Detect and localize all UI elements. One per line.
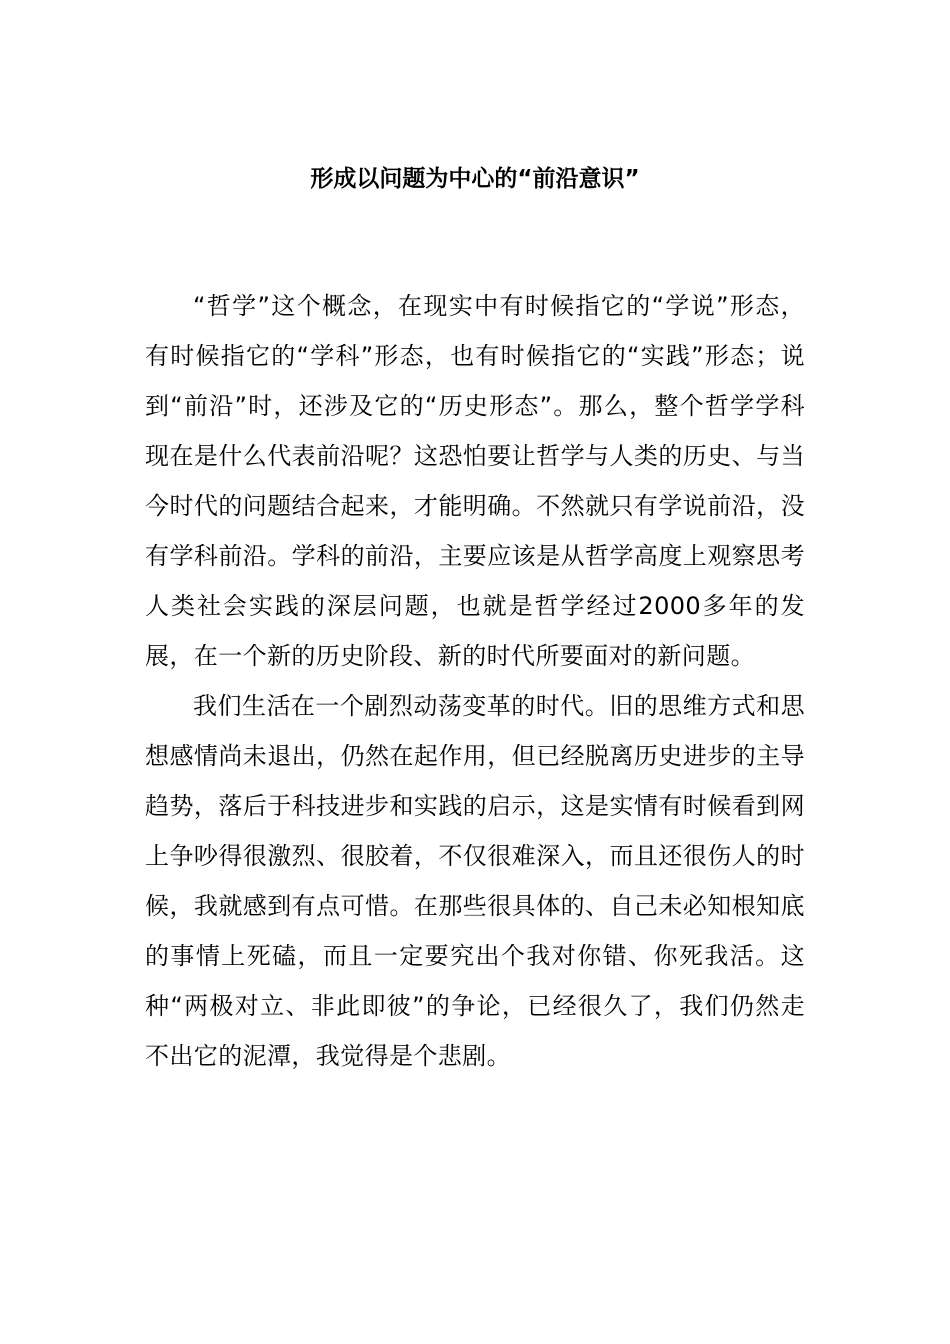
paragraph-1: “哲学”这个概念，在现实中有时候指它的“学说”形态，有时候指它的“学科”形态，也有时候指它的“实践”形态；说到“前沿”时，还涉及它的“历史形态”。那么，整个哲学学科现在是什么代表前沿呢？这恐怕要让哲学与人类的历史、与当今时代的问题结合起来，才能明确。不然就只有学说前沿，没有学科前沿。学科的前沿，主要应该是从哲学高度上观察思考人类社会实践的深层问题，也就是哲学经过2000多年的发展，在一个新的历史阶段、新的时代所要面对的新问题。 (145, 292, 805, 670)
document-title: 形成以问题为中心的“前沿意识” (310, 166, 640, 192)
paragraph-2: 我们生活在一个剧烈动荡变革的时代。旧的思维方式和思想感情尚未退出，仍然在起作用，但已经脱离历史进步的主导趋势，落后于科技进步和实践的启示，这是实情有时候看到网上争吵得很激烈、很胶着，不仅很难深入，而且还很伤人的时候，我就感到有点可惜。在那些很具体的、自己未必知根知底的事情上死磕，而且一定要究出个我对你错、你死我活。这种“两极对立、非此即彼”的争论，已经很久了，我们仍然走不出它的泥潭，我觉得是个悲剧。 (145, 692, 805, 1070)
document-body (145, 281, 805, 1081)
